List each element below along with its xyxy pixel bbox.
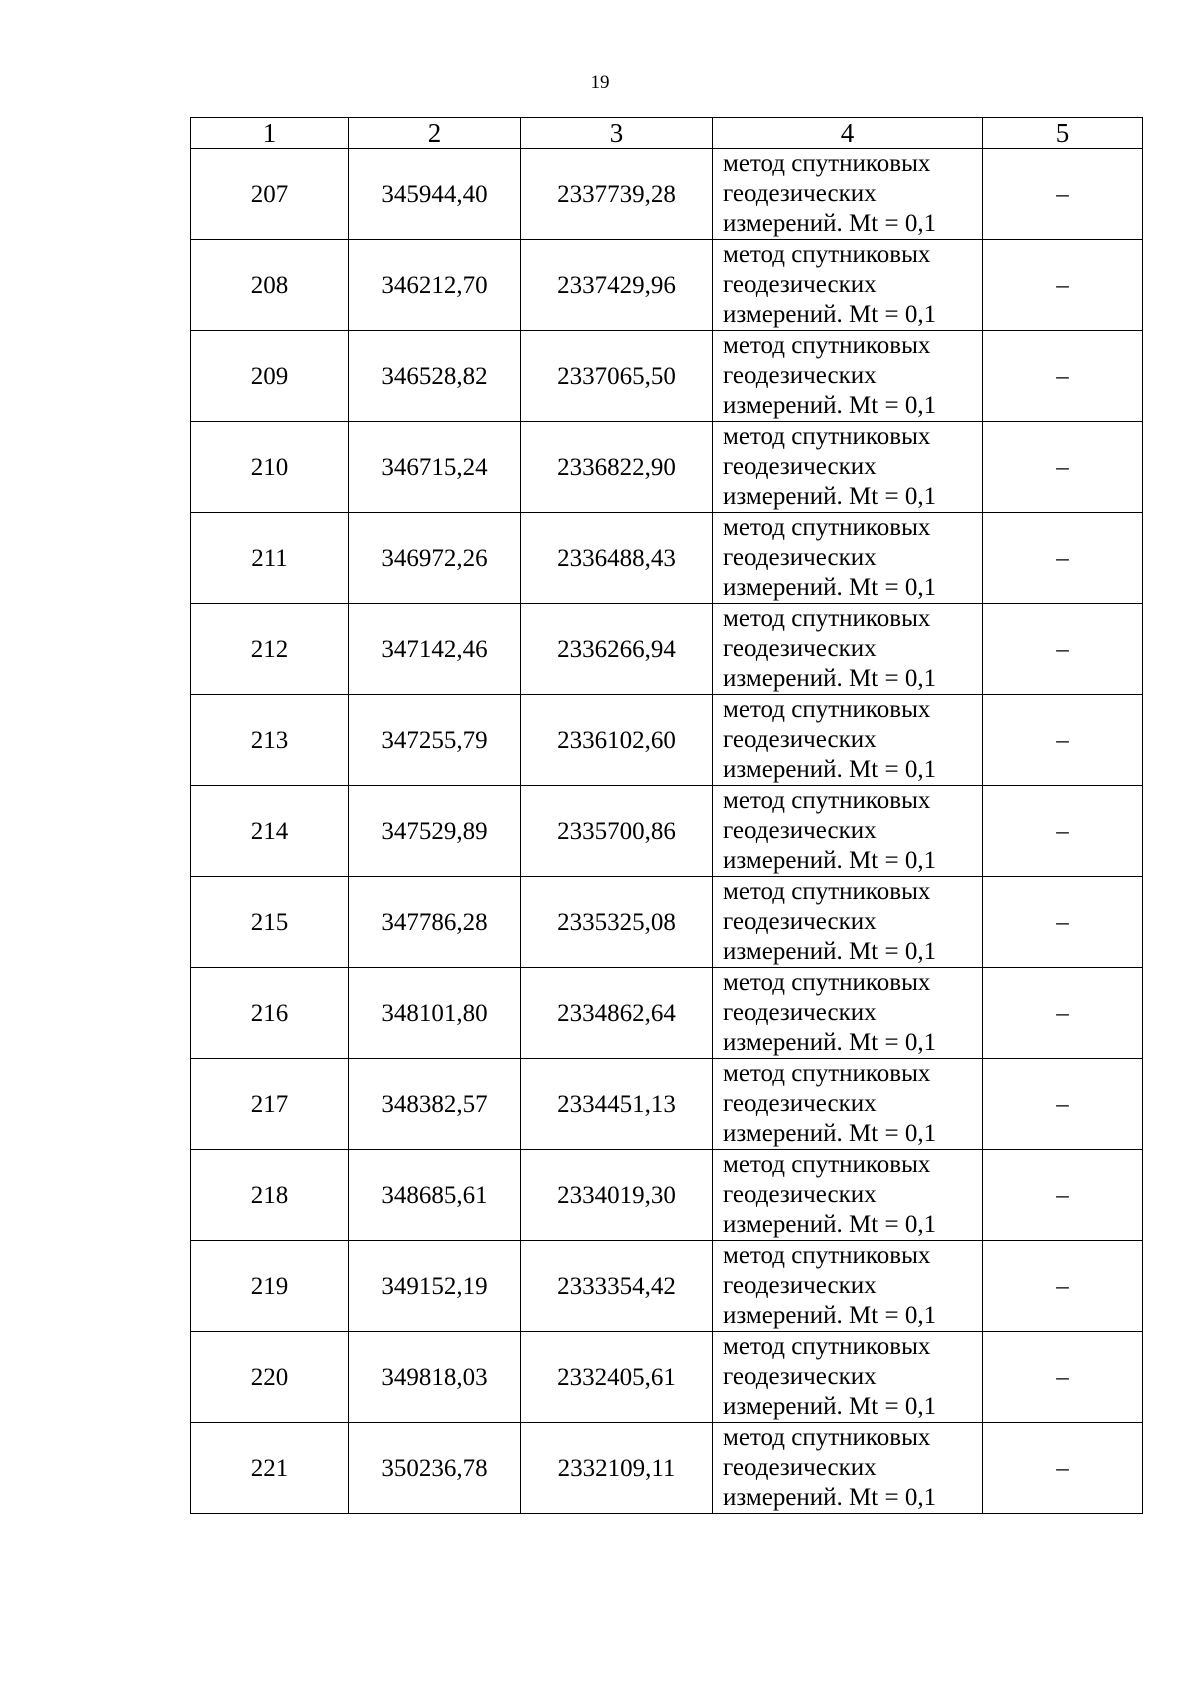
point-number-cell: 221	[191, 1423, 349, 1514]
point-number-cell: 216	[191, 968, 349, 1059]
method-line: измерений. Mt = 0,1	[723, 756, 937, 783]
method-line: геодезических	[723, 1272, 877, 1299]
x-coordinate-cell: 347255,79	[349, 695, 521, 786]
point-number-cell: 214	[191, 786, 349, 877]
table-row	[191, 1332, 1143, 1423]
note-cell: –	[983, 331, 1143, 422]
method-line: метод спутниковых	[723, 787, 931, 814]
table-row	[191, 786, 1143, 877]
method-cell	[713, 1150, 983, 1241]
method-line: метод спутниковых	[723, 332, 931, 359]
method-line: измерений. Mt = 0,1	[723, 1302, 937, 1329]
table-row	[191, 604, 1143, 695]
note-cell: –	[983, 1059, 1143, 1150]
y-coordinate-cell: 2336822,90	[521, 422, 713, 513]
point-number-cell: 218	[191, 1150, 349, 1241]
y-coordinate-cell: 2334019,30	[521, 1150, 713, 1241]
method-line: геодезических	[723, 271, 877, 298]
x-coordinate-cell: 346972,26	[349, 513, 521, 604]
table-row	[191, 331, 1143, 422]
note-cell: –	[983, 149, 1143, 240]
method-line: измерений. Mt = 0,1	[723, 574, 937, 601]
x-coordinate-cell: 350236,78	[349, 1423, 521, 1514]
point-number-cell: 212	[191, 604, 349, 695]
method-line: геодезических	[723, 1181, 877, 1208]
note-cell: –	[983, 1423, 1143, 1514]
method-line: геодезических	[723, 362, 877, 389]
x-coordinate-cell: 348101,80	[349, 968, 521, 1059]
note-cell: –	[983, 695, 1143, 786]
x-coordinate-cell: 347529,89	[349, 786, 521, 877]
method-line: метод спутниковых	[723, 696, 931, 723]
method-cell	[713, 1423, 983, 1514]
column-header: 3	[521, 118, 713, 149]
method-line: измерений. Mt = 0,1	[723, 1484, 937, 1511]
x-coordinate-cell: 346528,82	[349, 331, 521, 422]
method-line: геодезических	[723, 726, 877, 753]
method-cell	[713, 968, 983, 1059]
method-line: метод спутниковых	[723, 150, 931, 177]
method-line: геодезических	[723, 1363, 877, 1390]
table-row	[191, 1423, 1143, 1514]
method-line: геодезических	[723, 908, 877, 935]
y-coordinate-cell: 2336266,94	[521, 604, 713, 695]
method-cell	[713, 513, 983, 604]
y-coordinate-cell: 2334451,13	[521, 1059, 713, 1150]
point-number-cell: 207	[191, 149, 349, 240]
y-coordinate-cell: 2332405,61	[521, 1332, 713, 1423]
method-line: геодезических	[723, 1454, 877, 1481]
method-line: метод спутниковых	[723, 514, 931, 541]
note-cell: –	[983, 513, 1143, 604]
method-line: геодезических	[723, 453, 877, 480]
x-coordinate-cell: 345944,40	[349, 149, 521, 240]
method-line: измерений. Mt = 0,1	[723, 847, 937, 874]
x-coordinate-cell: 346715,24	[349, 422, 521, 513]
point-number-cell: 211	[191, 513, 349, 604]
note-cell: –	[983, 422, 1143, 513]
page-number: 19	[590, 72, 610, 93]
y-coordinate-cell: 2332109,11	[521, 1423, 713, 1514]
method-line: геодезических	[723, 999, 877, 1026]
note-cell: –	[983, 968, 1143, 1059]
method-line: геодезических	[723, 544, 877, 571]
method-cell	[713, 604, 983, 695]
method-line: геодезических	[723, 1090, 877, 1117]
table-row	[191, 1059, 1143, 1150]
coordinates-table	[190, 117, 1143, 1514]
point-number-cell: 208	[191, 240, 349, 331]
table-row	[191, 968, 1143, 1059]
x-coordinate-cell: 347786,28	[349, 877, 521, 968]
method-line: метод спутниковых	[723, 1060, 931, 1087]
table-header-row	[191, 118, 1143, 149]
x-coordinate-cell: 348685,61	[349, 1150, 521, 1241]
point-number-cell: 213	[191, 695, 349, 786]
method-line: измерений. Mt = 0,1	[723, 938, 937, 965]
note-cell: –	[983, 1241, 1143, 1332]
method-cell	[713, 422, 983, 513]
table-row	[191, 240, 1143, 331]
method-line: метод спутниковых	[723, 1333, 931, 1360]
method-cell	[713, 1241, 983, 1332]
point-number-cell: 217	[191, 1059, 349, 1150]
table-row	[191, 422, 1143, 513]
x-coordinate-cell: 346212,70	[349, 240, 521, 331]
y-coordinate-cell: 2337429,96	[521, 240, 713, 331]
table-row	[191, 513, 1143, 604]
note-cell: –	[983, 1150, 1143, 1241]
method-line: метод спутниковых	[723, 605, 931, 632]
point-number-cell: 210	[191, 422, 349, 513]
method-cell	[713, 1332, 983, 1423]
note-cell: –	[983, 604, 1143, 695]
method-line: метод спутниковых	[723, 1424, 931, 1451]
note-cell: –	[983, 786, 1143, 877]
x-coordinate-cell: 348382,57	[349, 1059, 521, 1150]
column-header: 4	[713, 118, 983, 149]
method-line: измерений. Mt = 0,1	[723, 665, 937, 692]
y-coordinate-cell: 2333354,42	[521, 1241, 713, 1332]
y-coordinate-cell: 2335700,86	[521, 786, 713, 877]
method-line: измерений. Mt = 0,1	[723, 392, 937, 419]
method-line: метод спутниковых	[723, 1242, 931, 1269]
method-line: геодезических	[723, 635, 877, 662]
column-header: 2	[349, 118, 521, 149]
x-coordinate-cell: 349818,03	[349, 1332, 521, 1423]
point-number-cell: 220	[191, 1332, 349, 1423]
method-cell	[713, 877, 983, 968]
method-line: метод спутниковых	[723, 969, 931, 996]
method-line: измерений. Mt = 0,1	[723, 1211, 937, 1238]
x-coordinate-cell: 347142,46	[349, 604, 521, 695]
point-number-cell: 215	[191, 877, 349, 968]
method-cell	[713, 786, 983, 877]
note-cell: –	[983, 240, 1143, 331]
method-line: измерений. Mt = 0,1	[723, 301, 937, 328]
column-header: 5	[983, 118, 1143, 149]
y-coordinate-cell: 2334862,64	[521, 968, 713, 1059]
method-line: измерений. Mt = 0,1	[723, 483, 937, 510]
method-line: измерений. Mt = 0,1	[723, 210, 937, 237]
y-coordinate-cell: 2337065,50	[521, 331, 713, 422]
table-row	[191, 695, 1143, 786]
table-body	[191, 118, 1143, 1514]
method-cell	[713, 1059, 983, 1150]
y-coordinate-cell: 2335325,08	[521, 877, 713, 968]
method-line: метод спутниковых	[723, 423, 931, 450]
x-coordinate-cell: 349152,19	[349, 1241, 521, 1332]
table-row	[191, 149, 1143, 240]
table-row	[191, 1150, 1143, 1241]
method-line: метод спутниковых	[723, 241, 931, 268]
method-cell	[713, 240, 983, 331]
table-row	[191, 1241, 1143, 1332]
column-header: 1	[191, 118, 349, 149]
y-coordinate-cell: 2336488,43	[521, 513, 713, 604]
method-line: геодезических	[723, 180, 877, 207]
method-cell	[713, 695, 983, 786]
note-cell: –	[983, 877, 1143, 968]
method-line: измерений. Mt = 0,1	[723, 1029, 937, 1056]
table-row	[191, 877, 1143, 968]
method-line: геодезических	[723, 817, 877, 844]
method-line: метод спутниковых	[723, 878, 931, 905]
method-cell	[713, 149, 983, 240]
note-cell: –	[983, 1332, 1143, 1423]
y-coordinate-cell: 2336102,60	[521, 695, 713, 786]
point-number-cell: 219	[191, 1241, 349, 1332]
point-number-cell: 209	[191, 331, 349, 422]
y-coordinate-cell: 2337739,28	[521, 149, 713, 240]
method-line: измерений. Mt = 0,1	[723, 1393, 937, 1420]
method-line: измерений. Mt = 0,1	[723, 1120, 937, 1147]
method-line: метод спутниковых	[723, 1151, 931, 1178]
method-cell	[713, 331, 983, 422]
